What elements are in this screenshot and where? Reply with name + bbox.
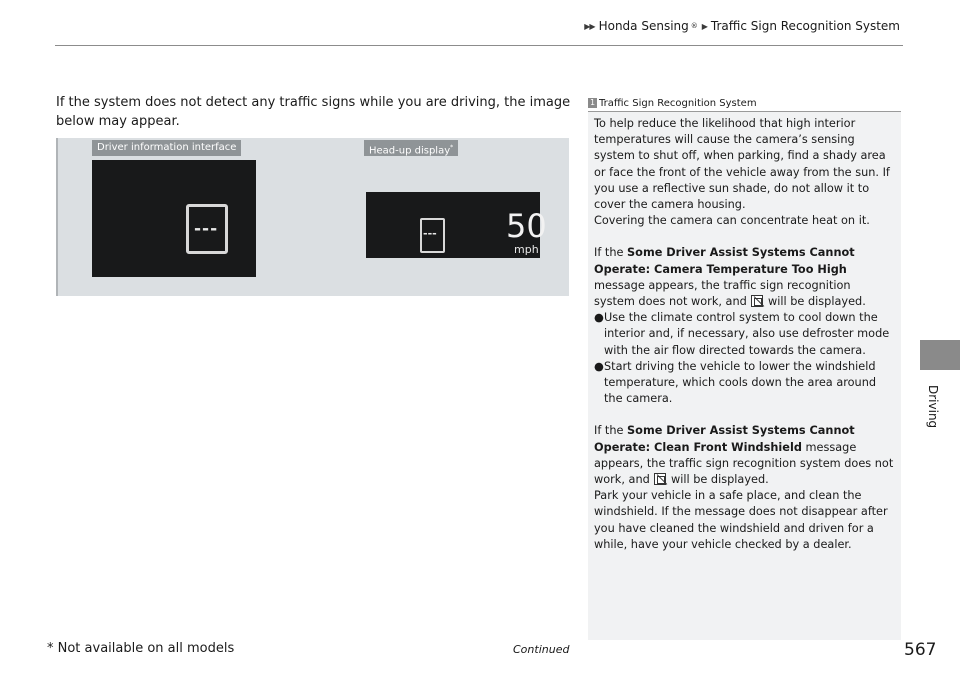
sign-recognition-off-icon — [654, 473, 666, 485]
hud-screen — [366, 192, 547, 258]
bullet-text: Start driving the vehicle to lower the windshield temperature, which cools down the area around the camera. — [604, 359, 877, 406]
sign-dashes: --- — [194, 219, 219, 239]
sign-recognition-off-icon — [751, 295, 763, 307]
list-item — [594, 359, 894, 408]
figure-edge — [56, 138, 58, 296]
continued-label[interactable]: Continued — [513, 643, 570, 656]
chapter-tab[interactable] — [920, 340, 960, 370]
will-display-text: will be displayed. — [768, 295, 866, 309]
message-name: Some Driver Assist Systems Cannot Operate: Camera Temperature Too High — [594, 246, 855, 276]
footnote: * Not available on all models — [47, 641, 235, 656]
list-item — [594, 310, 894, 359]
traffic-sign-placeholder-icon — [420, 218, 445, 253]
speed-readout: 50 — [506, 207, 547, 245]
message-text: message appears, the traffic sign recognition system does not work, and — [594, 440, 894, 487]
bullet-icon: ● — [594, 311, 604, 325]
message-text: message appears, the traffic sign recognition system does not work, and — [594, 278, 851, 309]
sidebar-paragraph — [594, 245, 894, 310]
will-display-text: will be displayed. — [670, 473, 769, 487]
driver-info-interface-label: Driver information interface — [92, 140, 241, 156]
sidebar-note — [588, 95, 901, 640]
page-number: 567 — [904, 640, 937, 660]
sign-dashes: --- — [423, 227, 437, 240]
sidebar-title: Traffic Sign Recognition System — [599, 97, 757, 109]
head-up-display-label-text: Head-up display — [369, 145, 451, 157]
bullet-icon: ● — [594, 359, 604, 373]
sidebar-header — [588, 95, 901, 112]
breadcrumb-arrow-icon: ▶ — [701, 21, 707, 31]
bullet-text: Use the climate control system to cool down the interior and, if necessary, also use defroster mode with the air flow directed towards the camera. — [604, 311, 890, 357]
breadcrumb-item-traffic-sign[interactable]: Traffic Sign Recognition System — [710, 19, 900, 33]
traffic-sign-placeholder-icon — [186, 204, 228, 254]
sidebar-paragraph: To help reduce the likelihood that high interior temperatures will cause the camera’s sensing system to shut off, when parking, find a shady area or face the front of the vehicle away from the sun. If you use a reflective sun shade, do not allow it to cover the camera housing. — [594, 117, 890, 212]
head-up-display-label — [364, 140, 458, 156]
message-name: Some Driver Assist Systems Cannot Operate: Clean Front Windshield — [594, 424, 855, 454]
sidebar-number-badge: 1 — [589, 98, 596, 107]
driver-info-screen — [92, 160, 256, 277]
breadcrumb-arrow-icon: ▶▶ — [584, 21, 595, 31]
if-the-text: If the — [594, 424, 624, 438]
sidebar-body — [594, 116, 894, 553]
breadcrumb — [584, 19, 900, 33]
sidebar-paragraph: Park your vehicle in a safe place, and clean the windshield. If the message does not disappear after you have cleaned the windshield and driven for a while, have your vehicle checked by a dealer. — [594, 489, 888, 551]
registered-mark: ® — [690, 22, 698, 30]
if-the-text: If the — [594, 246, 624, 260]
breadcrumb-item-honda-sensing[interactable]: Honda Sensing — [598, 19, 689, 33]
not-all-models-mark: * — [450, 144, 454, 151]
speed-unit: mph — [514, 243, 539, 256]
sidebar-paragraph — [594, 423, 894, 488]
intro-paragraph: If the system does not detect any traffic signs while you are driving, the image below may appear. — [56, 95, 571, 129]
header-divider — [55, 45, 903, 46]
chapter-label: Driving — [926, 385, 940, 429]
display-figure — [56, 138, 569, 296]
sidebar-paragraph: Covering the camera can concentrate heat on it. — [594, 214, 870, 228]
